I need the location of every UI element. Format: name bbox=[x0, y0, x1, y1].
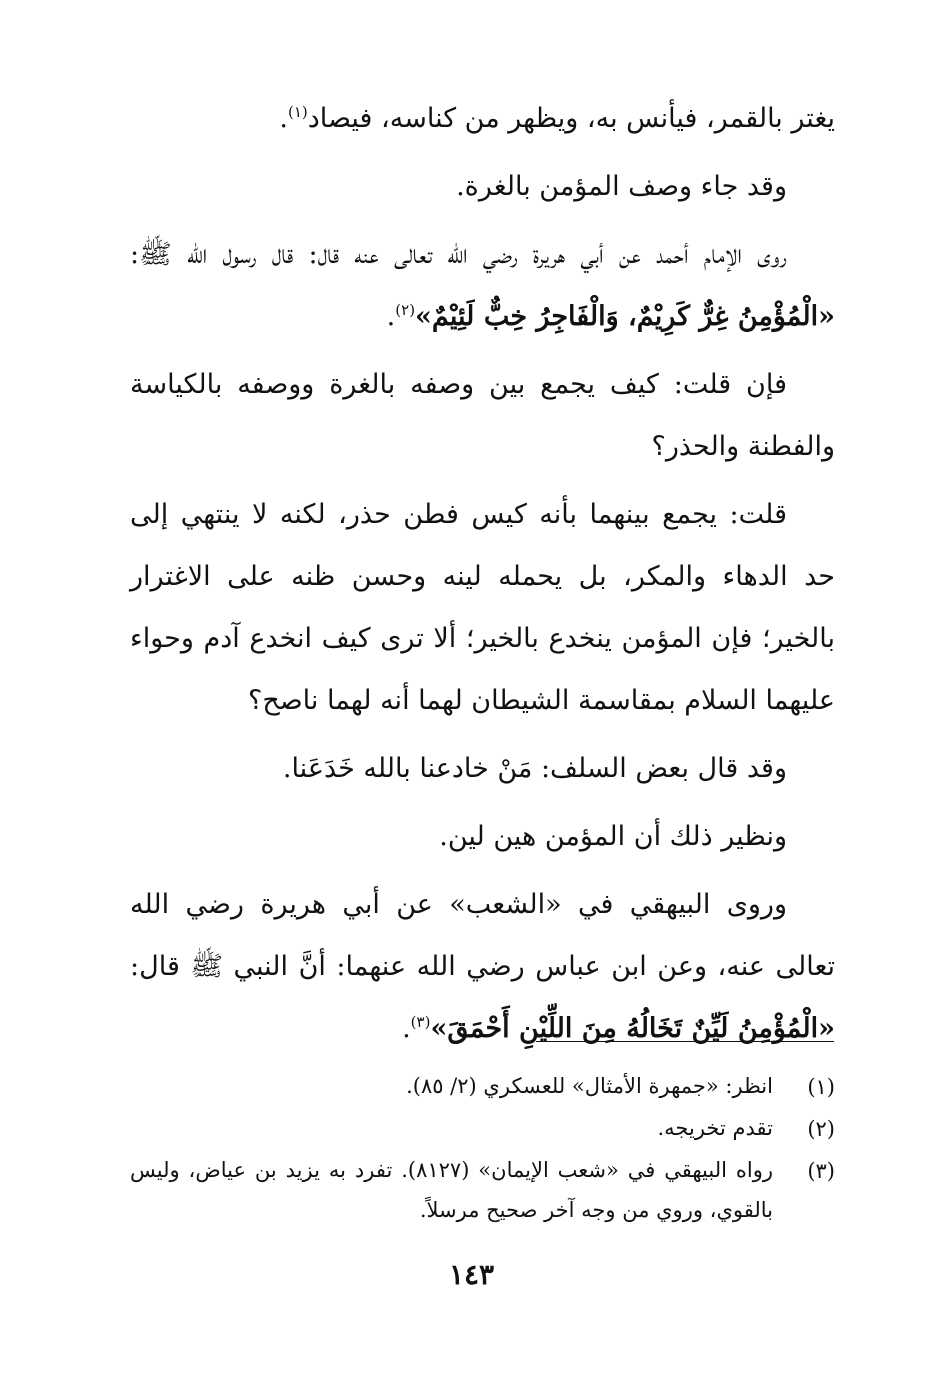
footnotes bbox=[130, 1066, 835, 1230]
paragraph-4: فإن قلت: كيف يجمع بين وصفه بالغرة ووصفه بالكياسة والفطنة والحذر؟ bbox=[130, 369, 835, 462]
paragraph-8 bbox=[130, 874, 835, 1060]
footnote-number: (١) bbox=[807, 1075, 835, 1099]
paragraph-1-end: . bbox=[279, 103, 288, 134]
paragraph-2: وقد جاء وصف المؤمن بالغرة. bbox=[456, 171, 787, 202]
main-text bbox=[130, 88, 835, 1066]
footnote-text: رواه البيهقي في «شعب الإيمان» (٨١٢٧). تفرد به يزيد بن عياض، وليس بالقوي، وروي من وجه آخر صحيح مرسلاً. bbox=[130, 1158, 773, 1222]
footnote-ref-2[interactable]: (٢) bbox=[395, 301, 416, 319]
hadith-quote-2: «الْمُؤْمِنُ لَيِّنٌ تَخَالُهُ مِنَ اللِّيْنِ أَحْمَقَ» bbox=[430, 1013, 835, 1044]
footnote-number: (٢) bbox=[807, 1117, 835, 1141]
paragraph-1 bbox=[130, 88, 835, 150]
footnote-item bbox=[130, 1066, 835, 1108]
footnote-ref-1[interactable]: (١) bbox=[287, 103, 308, 121]
paragraph-1-text: يغتر بالقمر، فيأنس به، ويظهر من كناسه، فيصاد bbox=[307, 103, 835, 134]
footnote-text: تقدم تخريجه. bbox=[657, 1116, 773, 1140]
hadith-quote-1: «الْمُؤْمِنُ غِرٌّ كَرِيْمٌ، وَالْفَاجِرُ خِبٌّ لَئِيْمٌ» bbox=[415, 301, 835, 332]
paragraph-3-end: . bbox=[386, 301, 396, 332]
paragraph-5: قلت: يجمع بينهما بأنه كيس فطن حذر، لكنه لا ينتهي إلى حد الدهاء والمكر، بل يحمله لينه وحسن ظنه على الاغترار بالخير؛ فإن المؤمن ينخدع بالخير؛ ألا ترى كيف انخدع آدم وحواء عليهما السلام بمقاسمة الشيطان لهما أنه لهما ناصح؟ bbox=[130, 499, 835, 716]
paragraph-3-lead: روى الإمام أحمد عن أبي هريرة رضي الله تعالى عنه قال: قال رسول الله ﷺ: bbox=[130, 239, 787, 270]
paragraph-6: وقد قال بعض السلف: مَنْ خادعنا بالله خَدَعَنا. bbox=[282, 753, 787, 784]
paragraph-3 bbox=[130, 224, 835, 348]
footnote-number: (٣) bbox=[807, 1159, 835, 1183]
page-number: ١٤٣ bbox=[448, 1258, 495, 1291]
footnote-text: انظر: «جمهرة الأمثال» للعسكري (٢/ ٨٥). bbox=[406, 1074, 773, 1098]
footnote-item bbox=[130, 1108, 835, 1150]
paragraph-8-lead: وروى البيهقي في «الشعب» عن أبي هريرة رضي الله تعالى عنه، وعن ابن عباس رضي الله عنهما: أنَّ النبي ﷺ قال: bbox=[130, 889, 835, 982]
footnote-item bbox=[130, 1150, 835, 1230]
paragraph-7: ونظير ذلك أن المؤمن هين لين. bbox=[439, 821, 787, 852]
paragraph-8-end: . bbox=[402, 1013, 411, 1044]
footnote-ref-3[interactable]: (٣) bbox=[410, 1013, 431, 1031]
footnote-divider bbox=[536, 1041, 834, 1042]
